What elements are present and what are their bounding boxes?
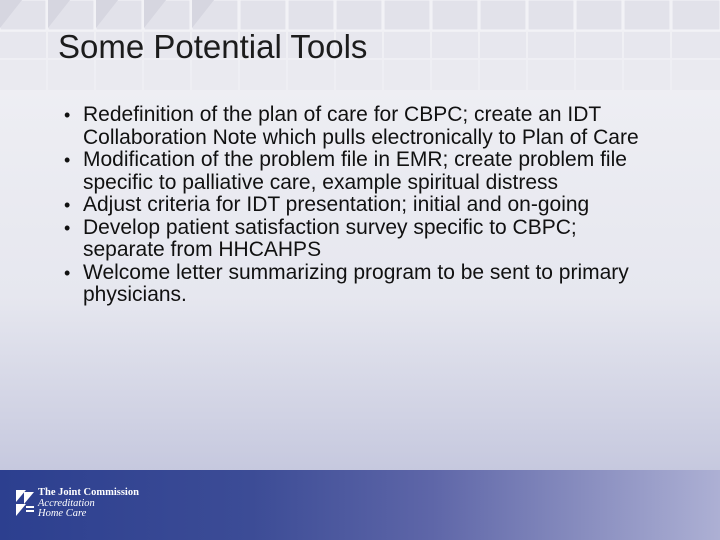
logo-line-accreditation: Accreditation [38, 497, 95, 509]
bullet-text: Modification of the problem file in EMR; create problem file specific to palliative care, example spiritual distress [83, 148, 627, 194]
logo-line-program: Home Care [38, 508, 87, 519]
bullet-dot-icon: • [64, 217, 71, 238]
bullet-item [62, 104, 662, 149]
joint-commission-logo-icon [14, 488, 36, 518]
bullet-dot-icon: • [64, 262, 71, 283]
bullet-dot-icon: • [64, 105, 71, 125]
joint-commission-logo [14, 488, 154, 530]
bullet-list [62, 104, 662, 307]
bullet-dot-icon: • [64, 150, 71, 170]
logo-line-organization: The Joint Commission [38, 487, 139, 498]
bullet-text: Adjust criteria for IDT presentation; initial and on-going [83, 193, 590, 216]
bullet-item [62, 262, 662, 307]
bullet-text: Develop patient satisfaction survey specific to CBPC; separate from HHCAHPS [83, 215, 577, 261]
logo-text [38, 488, 139, 520]
bullet-item [62, 149, 662, 194]
slide-title: Some Potential Tools [58, 28, 368, 65]
bullet-item [62, 194, 662, 217]
bullet-text: Welcome letter summarizing program to be sent to primary physicians. [83, 260, 629, 306]
bullet-item [62, 217, 662, 262]
bullet-text: Redefinition of the plan of care for CBPC; create an IDT Collaboration Note which pulls electronically to Plan of Care [83, 103, 639, 149]
bullet-dot-icon: • [64, 195, 71, 215]
